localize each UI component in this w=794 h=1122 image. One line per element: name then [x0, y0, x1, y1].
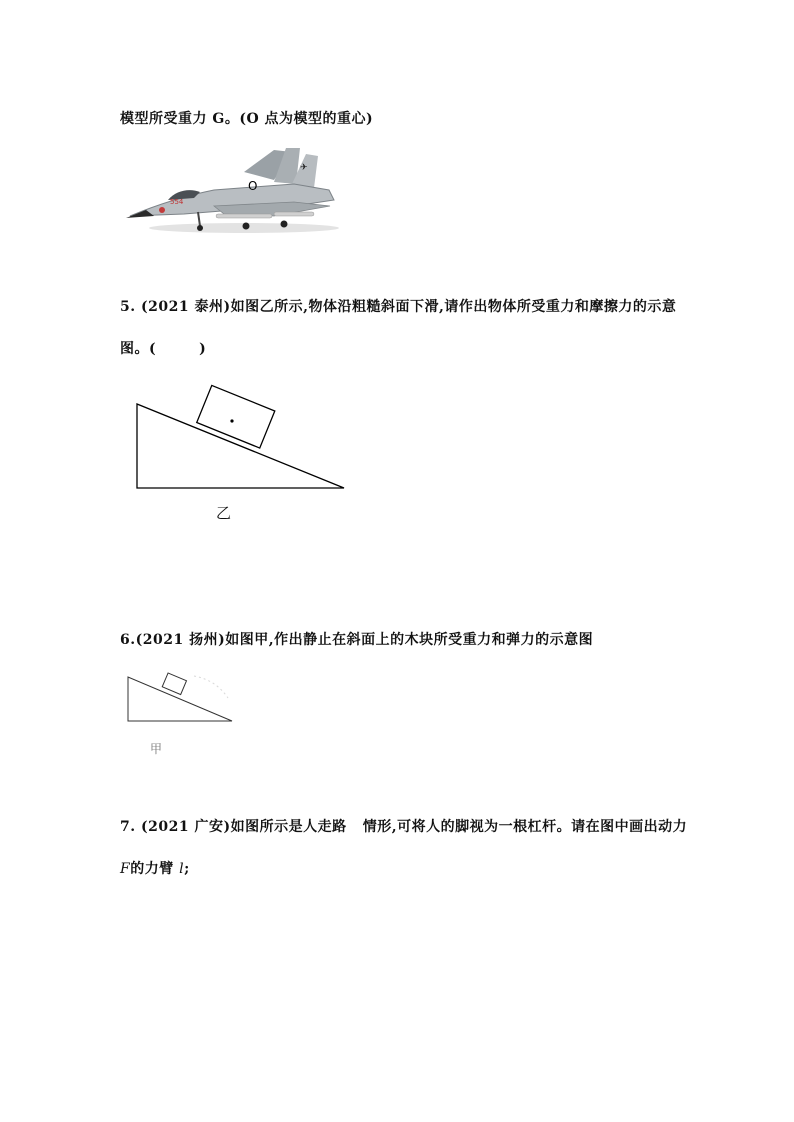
- lever-arm-symbol: l: [179, 861, 185, 877]
- jet-point-o-label: O: [248, 179, 258, 193]
- q7-line1: 7. (2021 广安)如图所示是人走路 情形,可将人的脚视为一根杠杆。请在图中画出动力: [120, 819, 688, 835]
- q6-line1: 6.(2021 扬州)如图甲,作出静止在斜面上的木块所受重力和弹力的示意图: [120, 632, 594, 648]
- q7-line2-mid: 的力臂: [130, 861, 180, 877]
- jet-missile-1: [216, 214, 272, 218]
- resting-block: [162, 673, 186, 695]
- block-center-dot: [230, 419, 233, 422]
- figure-label-jia: 甲: [150, 742, 163, 756]
- jet-code: 554: [170, 198, 184, 206]
- jet-model-image: [124, 140, 344, 238]
- jet-wheel-front: [197, 225, 203, 231]
- sliding-block: [197, 385, 275, 448]
- q7-line2: [120, 858, 190, 878]
- jet-missile-2: [274, 212, 314, 216]
- jet-roundel: [159, 207, 165, 213]
- q5-line1: 5. (2021 泰州)如图乙所示,物体沿粗糙斜面下滑,请作出物体所受重力和摩擦力的示意: [120, 299, 677, 315]
- q4-text: 模型所受重力 G。(O 点为模型的重心): [120, 111, 374, 127]
- jet-tail-emblem: ✈: [300, 163, 308, 173]
- incline-figure-jia: [124, 670, 244, 730]
- jet-wheel-rear-2: [281, 221, 288, 228]
- q5-line2: 图。( ): [120, 341, 207, 357]
- scan-artifact: [194, 676, 228, 698]
- force-f-symbol: F: [120, 861, 131, 877]
- incline-figure-yi: [130, 384, 350, 494]
- jet-wheel-rear-1: [243, 223, 250, 230]
- q7-line2-end: ;: [184, 861, 190, 877]
- figure-label-yi: 乙: [216, 504, 232, 522]
